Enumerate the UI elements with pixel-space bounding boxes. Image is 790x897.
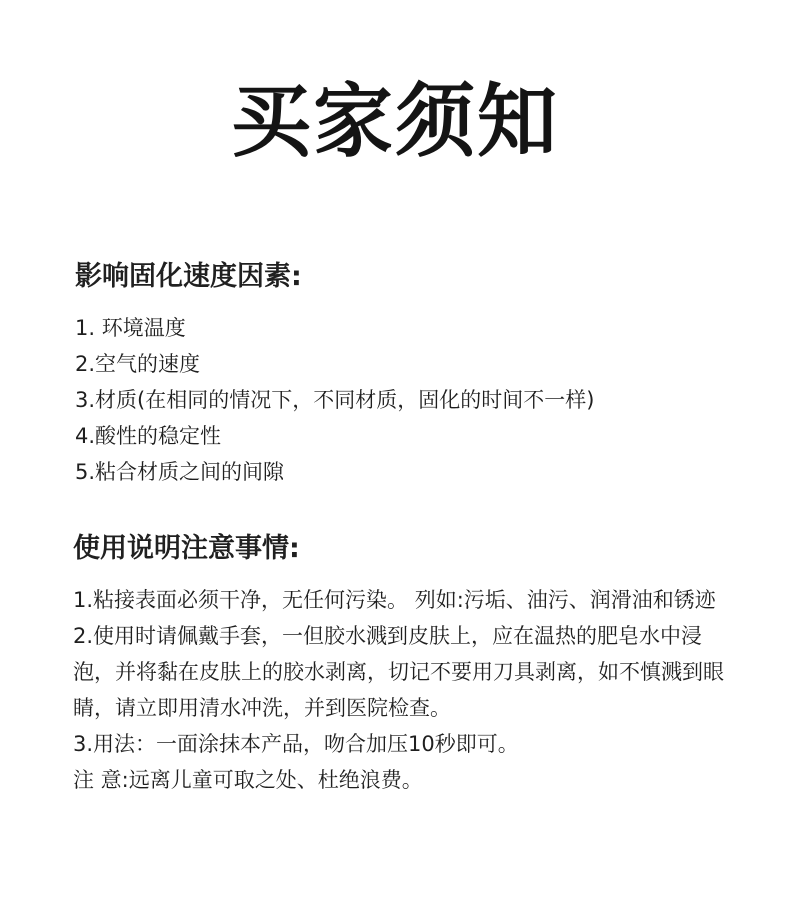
usage-notes-list	[73, 582, 733, 798]
list-item: 注 意:远离儿童可取之处、杜绝浪费。	[73, 768, 423, 792]
list-item: 1. 环境温度	[75, 316, 186, 340]
curing-factors-heading: 影响固化速度因素:	[75, 261, 302, 292]
curing-factors-section	[75, 258, 735, 490]
list-item: 3.用法：一面涂抹本产品，吻合加压10秒即可。	[73, 732, 519, 756]
usage-notes-section	[73, 530, 733, 798]
list-item: 3.材质(在相同的情况下，不同材质，固化的时间不一样)	[75, 388, 595, 412]
list-item: 1.粘接表面必须干净，无任何污染。 列如:污垢、油污、润滑油和锈迹	[73, 588, 716, 612]
list-item: 2.使用时请佩戴手套，一但胶水溅到皮肤上，应在温热的肥皂水中浸泡，并将黏在皮肤上的胶水剥离，切记不要用刀具剥离，如不慎溅到眼睛，请立即用清水冲洗，并到医院检查。	[73, 624, 724, 720]
usage-notes-heading: 使用说明注意事情:	[73, 533, 300, 564]
list-item: 4.酸性的稳定性	[75, 424, 222, 448]
curing-factors-list	[75, 310, 735, 490]
list-item: 2.空气的速度	[75, 352, 201, 376]
page-title: 买家须知	[231, 75, 559, 168]
list-item: 5.粘合材质之间的间隙	[75, 460, 285, 484]
